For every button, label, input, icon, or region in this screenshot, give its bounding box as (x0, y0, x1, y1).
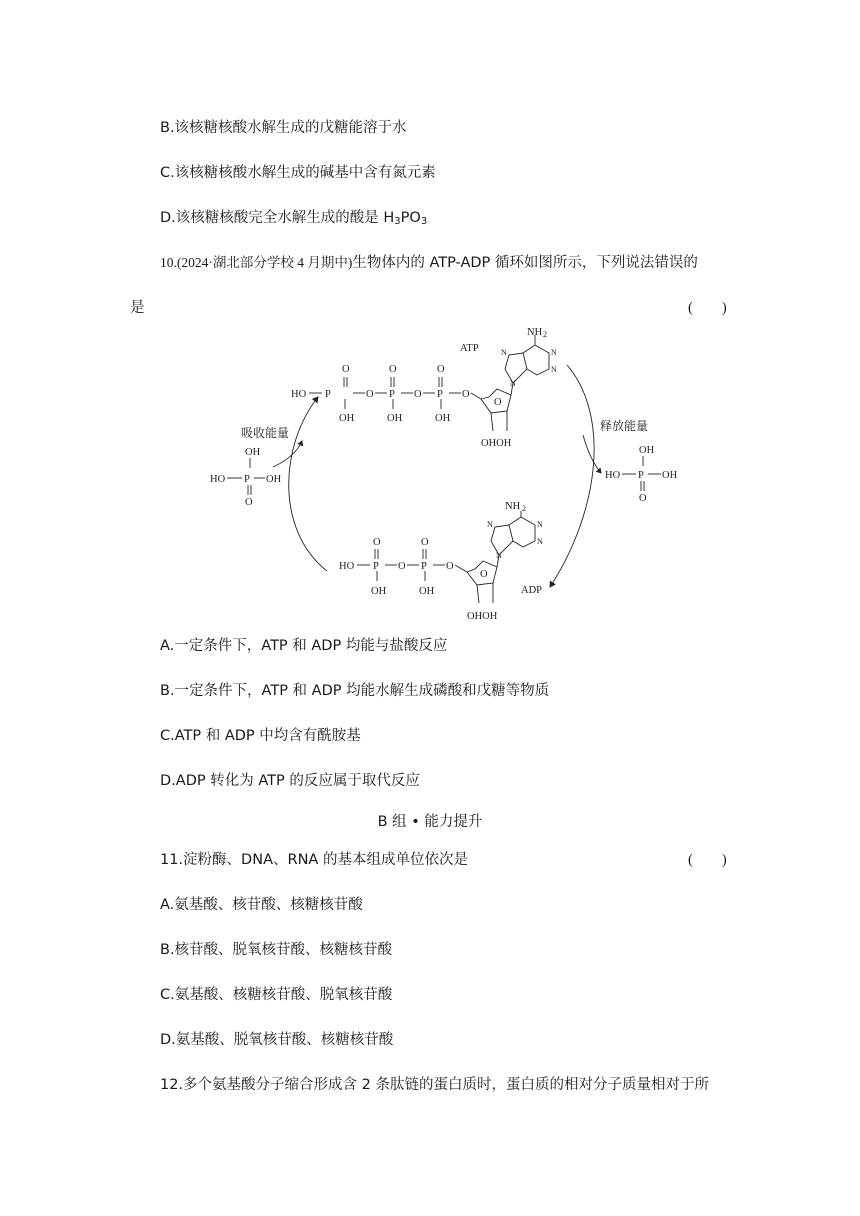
svg-text:NH: NH (505, 501, 521, 512)
svg-text:HO: HO (291, 389, 307, 400)
svg-text:N: N (496, 551, 502, 560)
svg-text:OH: OH (419, 586, 435, 597)
svg-text:P: P (437, 389, 443, 400)
svg-text:P: P (373, 561, 379, 572)
svg-text:O: O (421, 537, 429, 548)
svg-text:OH: OH (339, 413, 355, 424)
adp-molecule (339, 501, 543, 622)
atp-adp-cycle-diagram (205, 325, 695, 630)
phosphate-out (605, 445, 678, 504)
svg-text:O: O (366, 389, 374, 400)
release-energy-label: 释放能量 (600, 419, 649, 433)
arrow-adp-to-atp (289, 397, 327, 571)
svg-text:O: O (446, 561, 454, 572)
q10-stem-continued: 是 (130, 300, 145, 316)
q12-stem: 12.多个氨基酸分子缩合形成含 2 条肽链的蛋白质时，蛋白质的相对分子质量相对于所 (160, 1077, 710, 1093)
svg-text:OH: OH (662, 470, 678, 481)
svg-text:O: O (373, 537, 381, 548)
svg-text:O: O (414, 389, 422, 400)
svg-text:OH: OH (639, 445, 655, 456)
svg-text:O: O (639, 493, 647, 504)
svg-text:P: P (389, 389, 395, 400)
svg-text:OHOH: OHOH (467, 611, 498, 622)
arrow-absorb-phosphate (273, 441, 302, 467)
svg-text:N: N (551, 348, 557, 357)
svg-text:O: O (462, 389, 470, 400)
svg-text:N: N (501, 348, 507, 357)
absorb-energy-label: 吸收能量 (241, 426, 290, 440)
q9-option-b: B.该核糖核酸水解生成的戊糖能溶于水 (160, 120, 407, 136)
svg-text:O: O (342, 364, 350, 375)
q10-option-c: C.ATP 和 ADP 中均含有酰胺基 (160, 728, 361, 744)
svg-text:O: O (494, 397, 502, 408)
q11-option-a: A.氨基酸、核苷酸、核糖核苷酸 (160, 897, 363, 913)
svg-text:HO: HO (210, 474, 226, 485)
svg-text:NH: NH (527, 327, 543, 338)
atp-label: ATP (460, 343, 479, 354)
svg-text:OH: OH (387, 413, 403, 424)
section-b-heading: B 组 • 能力提升 (377, 814, 483, 830)
phosphate-in (210, 447, 282, 508)
q11-option-c: C.氨基酸、核糖核苷酸、脱氧核苷酸 (160, 987, 393, 1003)
arrow-atp-to-adp (550, 365, 594, 587)
q11-option-b: B.核苷酸、脱氧核苷酸、核糖核苷酸 (160, 942, 393, 958)
svg-text:O: O (389, 364, 397, 375)
svg-text:P: P (638, 470, 644, 481)
svg-text:O: O (398, 561, 406, 572)
svg-text:OHOH: OHOH (481, 438, 512, 449)
svg-text:OH: OH (245, 447, 261, 458)
svg-text:HO: HO (605, 470, 621, 481)
atp-molecule (291, 327, 557, 449)
q10-option-b: B.一定条件下，ATP 和 ADP 均能水解生成磷酸和戊糖等物质 (160, 683, 550, 699)
svg-text:OH: OH (266, 474, 282, 485)
svg-text:N: N (537, 520, 543, 529)
svg-text:O: O (480, 569, 488, 580)
svg-text:HO: HO (339, 561, 355, 572)
q10-answer-bracket: ( ) (688, 300, 727, 316)
svg-text:N: N (537, 537, 543, 546)
q10-option-d: D.ADP 转化为 ATP 的反应属于取代反应 (160, 773, 420, 789)
q10-option-a: A.一定条件下，ATP 和 ADP 均能与盐酸反应 (160, 638, 448, 654)
q11-answer-bracket: ( ) (688, 852, 727, 868)
svg-text:OH: OH (435, 413, 451, 424)
svg-text:O: O (245, 497, 253, 508)
svg-text:N: N (487, 520, 493, 529)
svg-text:N: N (551, 365, 557, 374)
svg-text:P: P (421, 561, 427, 572)
svg-text:2: 2 (522, 504, 526, 513)
svg-text:P: P (244, 474, 250, 485)
q9-option-d: D.该核糖核酸完全水解生成的酸是 $H_3PO_3$ (160, 210, 428, 227)
q9-option-c: C.该核糖核酸水解生成的碱基中含有氮元素 (160, 165, 436, 181)
q11-option-d: D.氨基酸、脱氧核苷酸、核糖核苷酸 (160, 1032, 394, 1048)
svg-text:P: P (325, 389, 331, 400)
q11-stem: 11.淀粉酶、DNA、RNA 的基本组成单位依次是 (160, 852, 468, 868)
svg-text:N: N (510, 379, 516, 388)
q10-stem: 10.(2024·湖北部分学校 4 月期中)生物体内的 ATP-ADP 循环如图所示，下列说法错误的 (160, 255, 698, 271)
svg-text:OH: OH (371, 586, 387, 597)
adp-label: ADP (521, 585, 543, 596)
svg-text:O: O (437, 364, 445, 375)
svg-text:2: 2 (543, 330, 547, 339)
arrow-release-phosphate (583, 435, 601, 473)
